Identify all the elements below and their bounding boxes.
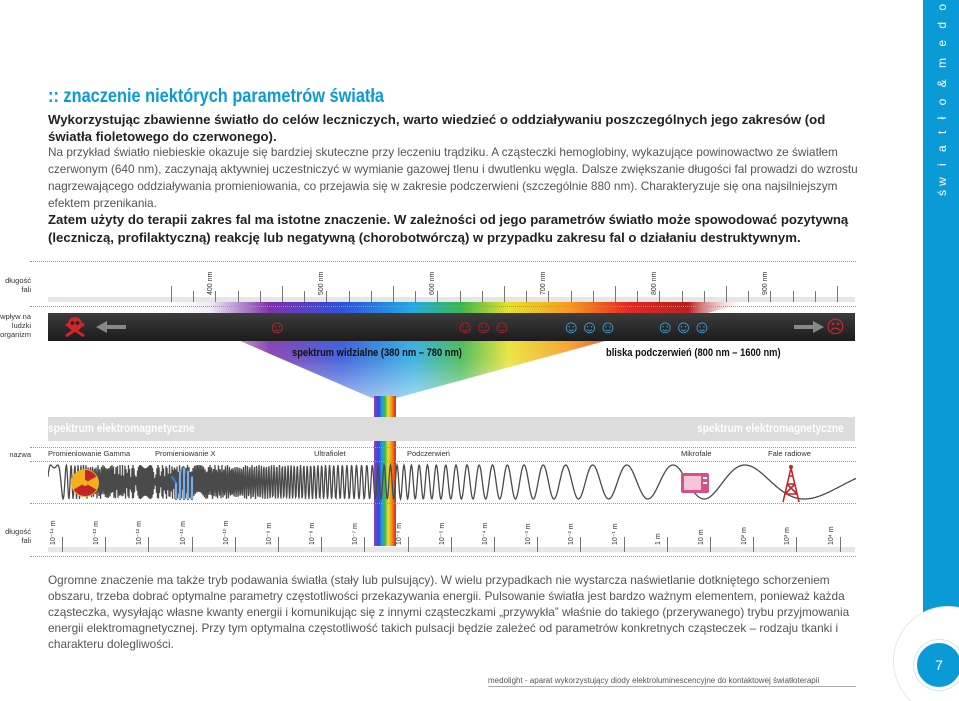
exponent-tick-mark (105, 537, 106, 552)
nm-tick-mark (659, 291, 660, 302)
exponent-tick-mark (451, 537, 452, 552)
nm-tick-mark (415, 291, 416, 302)
intro-lead: Wykorzystując zbawienne światło do celów leczniczych, warto wiedzieć o oddziaływaniu poszczególnych jego zakresów (od światła fioletowego do czerwonego). (48, 112, 826, 144)
nm-tick-mark (304, 291, 305, 302)
nm-tick-mark (748, 291, 749, 302)
negative-effect-icon: ☹ (826, 317, 845, 337)
exponent-tick-label: 10² m (741, 527, 749, 545)
nm-tick-label: 400 nm (207, 271, 214, 295)
exponent-tick-label: 10⁻² m (568, 523, 576, 545)
skull-crossbones-icon (64, 316, 86, 338)
exponent-tick-mark (580, 537, 581, 552)
nm-tick-mark (437, 291, 438, 302)
wavelength-label-top: długość fali (5, 276, 31, 294)
exponent-tick-label: 10⁻⁷ m (352, 523, 360, 545)
effect-label: wpływ na ludzki organizm (0, 312, 31, 339)
exponent-tick-mark (235, 537, 236, 552)
exponent-tick-mark (840, 537, 841, 552)
nm-tick-mark (548, 291, 549, 302)
positive-effect-icon: ☺☺☺ (562, 317, 618, 337)
divider (30, 306, 856, 307)
divider (30, 447, 856, 448)
exponent-tick-label: 10⁻⁸ m (309, 522, 317, 545)
nm-tick-mark (326, 291, 327, 302)
nm-tick-mark (393, 286, 394, 302)
wave-name-gamma: Promieniowanie Gamma (48, 449, 131, 458)
exponent-tick-mark (710, 537, 711, 552)
exponent-tick-label: 1 m (654, 533, 662, 545)
nm-tick-mark (837, 286, 838, 302)
exponent-tick-label: 10⁻¹⁴ m (50, 520, 57, 545)
near-infrared-label: bliska podczerwień (800 nm – 1600 nm) (606, 347, 781, 359)
nm-tick-label: 900 nm (762, 271, 769, 295)
nm-tick-label: 500 nm (318, 271, 325, 295)
exponent-tick-label: 10⁻⁵ m (438, 522, 446, 545)
nm-tick-mark (215, 291, 216, 302)
exponent-tick-label: 10⁻⁴ m (482, 522, 489, 545)
divider (30, 503, 856, 504)
conclusion-paragraph: Zatem użyty do terapii zakres fal ma istotne znaczenie. W zależności od jego parametrów światło może spowodować pozytywną (leczniczą, profilaktyczną) reakcję lub negatywną (chorobotwórczą) w przypadku zakresu fal o działaniu destruktywnym. (48, 212, 849, 245)
divider (30, 556, 856, 557)
em-spectrum-label-right: spektrum elektromagnetyczne (697, 421, 844, 435)
exponent-tick-label: 10⁻¹⁰ m (222, 520, 230, 545)
exponent-tick-label: 10⁻¹³ m (93, 521, 101, 545)
positive-effect-icon: ☺ (268, 317, 287, 337)
em-spectrum-label-left: spektrum elektromagnetyczne (48, 421, 195, 435)
exponent-tick-mark (494, 537, 495, 552)
exponent-tick-mark (192, 537, 193, 552)
nm-tick-mark (349, 291, 350, 302)
nm-tick-mark (704, 291, 705, 302)
section-heading: :: znaczenie niektórych parametrów światła (48, 86, 384, 107)
nm-tick-mark (793, 291, 794, 302)
nm-tick-label: 800 nm (651, 271, 658, 295)
exponent-tick-label: 10⁻¹¹ m (179, 521, 187, 545)
exponent-tick-mark (148, 537, 149, 552)
page-number: 7 (914, 640, 959, 690)
visible-spectrum-label: spektrum widzialne (380 nm – 780 nm) (292, 347, 462, 359)
nm-tick-mark (282, 286, 283, 302)
wave-name-ir: Podczerwień (407, 449, 450, 458)
name-label: nazwa (9, 450, 31, 459)
wave-name-xray: Promieniowanie X (155, 449, 216, 458)
exponent-tick-label: 10⁴ m (827, 526, 835, 545)
nm-tick-mark (504, 286, 505, 302)
exponent-tick-label: 10⁻⁶ m (395, 522, 403, 545)
nm-tick-mark (593, 291, 594, 302)
wavelength-ruler (48, 297, 855, 302)
nm-tick-mark (682, 291, 683, 302)
nm-tick-mark (571, 291, 572, 302)
exponent-tick-mark (667, 537, 668, 552)
nm-tick-mark (770, 291, 771, 302)
exponent-tick-mark (278, 537, 279, 552)
exponent-tick-label: 10 m (698, 529, 705, 545)
nm-tick-mark (637, 291, 638, 302)
nm-tick-mark (615, 286, 616, 302)
nm-tick-label: 600 nm (429, 271, 436, 295)
positive-effect-icon: ☺☺☺ (456, 317, 512, 337)
footer-divider (488, 686, 856, 687)
wave-name-microwave: Mikrofale (681, 449, 712, 458)
nm-tick-mark (260, 291, 261, 302)
exponent-tick-mark (537, 537, 538, 552)
wave-name-radio: Fale radiowe (768, 449, 811, 458)
exponent-tick-label: 10³ m (784, 527, 792, 545)
exponent-tick-mark (796, 537, 797, 552)
nm-tick-mark (482, 291, 483, 302)
effects-bar (48, 313, 855, 341)
nm-tick-mark (193, 291, 194, 302)
exponent-tick-label: 10⁻¹² m (136, 521, 144, 545)
arrow-left-icon (96, 320, 126, 334)
exponent-tick-label: 10⁻¹ m (611, 523, 619, 545)
wavelength-label-bottom: długość fali (5, 527, 31, 545)
exponent-tick-mark (408, 537, 409, 552)
exponent-tick-mark (624, 537, 625, 552)
footer-caption: medolight - aparat wykorzystujący diody elektroluminescencyjne do kontaktowej światłoterapii (488, 676, 820, 685)
positive-effect-icon: ☺☺☺ (656, 317, 712, 337)
arrow-right-icon (794, 320, 824, 334)
intro-paragraph: Na przykład światło niebieskie okazuje się bardziej skuteczne przy leczeniu trądziku. A cząsteczki hemoglobiny, wykazujące powinowactwo ze światłem czerwonym (640 nm), zaczynają aktywniej uczestniczyć w wymianie gazowej tlenu i dwutlenku węgla. Dalsze zwiększanie długości fal prowadzi do wzrostu nagrzewającego oddziaływania promieniowania, co przejawia się w zakresie podczerwieni (szczególnie 880 nm). Charakteryzuje się ona najsilniejszym efektem przenikania. (48, 145, 858, 210)
exponent-tick-label: 10⁻³ m (525, 523, 533, 545)
nm-tick-mark (371, 291, 372, 302)
radio-tower-icon (780, 464, 802, 504)
nm-tick-mark (238, 291, 239, 302)
wave-name-uv: Ultrafiolet (314, 449, 346, 458)
exponent-tick-mark (62, 537, 63, 552)
nm-tick-mark (726, 286, 727, 302)
exponent-tick-mark (753, 537, 754, 552)
nm-tick-mark (460, 291, 461, 302)
radiation-icon (70, 468, 100, 498)
microwave-icon (680, 472, 710, 494)
nm-tick-label: 700 nm (540, 271, 547, 295)
xray-hand-icon (170, 465, 198, 501)
nm-tick-mark (171, 286, 172, 302)
nm-tick-mark (526, 291, 527, 302)
nm-tick-mark (815, 291, 816, 302)
divider (30, 261, 856, 262)
exponent-tick-mark (321, 537, 322, 552)
exponent-tick-mark (364, 537, 365, 552)
exponent-tick-label: 10⁻⁹ m (266, 522, 273, 545)
pulse-mode-paragraph: Ogromne znaczenie ma także tryb podawania światła (stały lub pulsujący). W wielu przypadkach nie wystarcza naświetlanie dotkniętego schorzeniem obszaru, trzeba dobrać optymalne parametry częstotliwości przekazywania energii. Pulsowanie światła jest bardzo ważnym elementem, ponieważ każda cząsteczka, wysyłając własne kwanty energii i komunikując się z innymi cząsteczkami „przywykła” właśnie do takiego (przerywanego) trybu przyjmowania energii elektromagnetycznej. Przy tym optymalna częstotliwość takich pulsacji będzie zależeć od parametrów konkretnych cząsteczek – rodzaju tkanki i charakteru dolegliwości. (48, 573, 850, 651)
